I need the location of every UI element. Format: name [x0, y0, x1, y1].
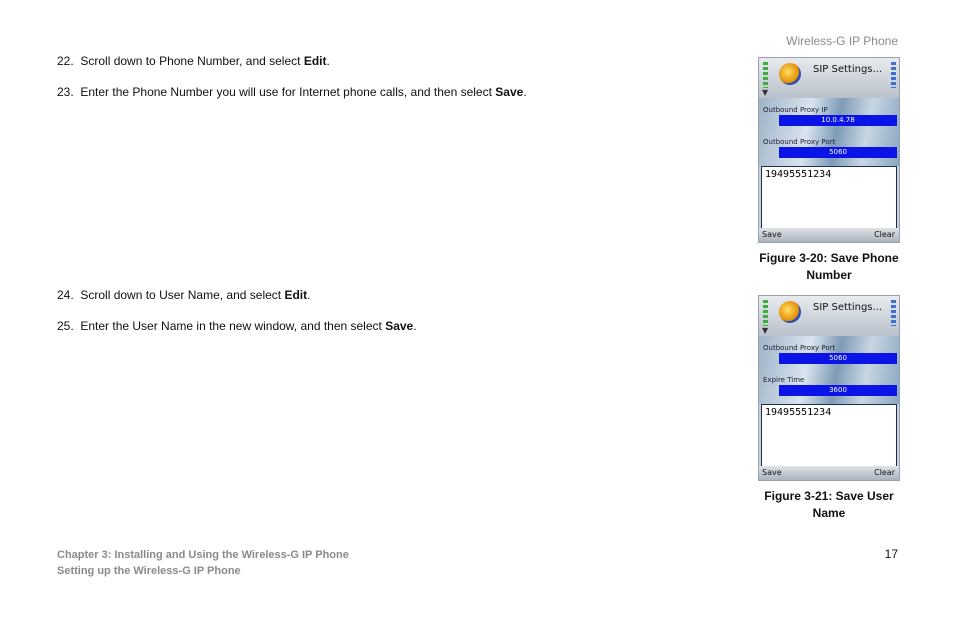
phone-screenshot-save-phone-number: [758, 57, 900, 243]
antenna-icon: ▼: [762, 326, 769, 335]
settings-fields: [759, 98, 899, 166]
step-25: [57, 319, 417, 333]
step-number: 23.: [57, 85, 74, 99]
caption-line: Name: [812, 506, 846, 520]
battery-icon: [891, 62, 896, 88]
footer-chapter: Chapter 3: Installing and Using the Wireless-G IP Phone: [57, 549, 349, 561]
step-end: .: [307, 288, 311, 302]
screen-title: SIP Settings...: [813, 302, 883, 313]
page-footer: [57, 547, 349, 579]
step-text: Scroll down to User Name, and select: [80, 288, 285, 302]
entry-text: 19495551234: [765, 169, 832, 180]
softkey-bar: [759, 466, 899, 480]
step-text: Scroll down to Phone Number, and select: [80, 54, 304, 68]
softkey-clear: Clear: [874, 230, 895, 239]
step-number: 22.: [57, 54, 74, 68]
softkey-save: Save: [762, 468, 782, 477]
screen-title: SIP Settings...: [813, 64, 883, 75]
settings-app-icon: [779, 301, 801, 323]
softkey-save: Save: [762, 230, 782, 239]
step-number: 25.: [57, 319, 74, 333]
footer-section: Setting up the Wireless-G IP Phone: [57, 565, 241, 577]
step-end: .: [413, 319, 417, 333]
field-value: 5060: [779, 147, 897, 158]
step-end: .: [523, 85, 527, 99]
step-bold: Save: [385, 319, 414, 333]
entry-text: 19495551234: [765, 407, 832, 418]
page-number: 17: [884, 547, 898, 561]
field-value: 10.0.4.78: [779, 115, 897, 126]
step-number: 24.: [57, 288, 74, 302]
phone-screenshot-save-user-name: [758, 295, 900, 481]
step-24: [57, 288, 310, 302]
figure-caption: [752, 488, 906, 522]
field-label: Outbound Proxy Port: [763, 138, 836, 146]
field-label: Expire Time: [763, 376, 805, 384]
caption-line: Figure 3-21: Save User: [764, 489, 894, 503]
signal-strength-icon: [763, 62, 768, 88]
softkey-bar: [759, 228, 899, 242]
signal-strength-icon: [763, 300, 768, 326]
phone-status-bar: [759, 296, 899, 336]
step-end: .: [326, 54, 330, 68]
step-bold: Save: [495, 85, 524, 99]
field-value: 3600: [779, 385, 897, 396]
phone-number-entry: [761, 166, 897, 230]
battery-icon: [891, 300, 896, 326]
step-bold: Edit: [284, 288, 308, 302]
running-header: Wireless-G IP Phone: [786, 34, 898, 48]
phone-status-bar: [759, 58, 899, 98]
caption-line: Figure 3-20: Save Phone: [759, 251, 899, 265]
figure-caption: [752, 250, 906, 284]
field-label: Outbound Proxy Port: [763, 344, 836, 352]
step-22: [57, 54, 330, 68]
user-name-entry: [761, 404, 897, 468]
settings-fields: [759, 336, 899, 404]
step-text: Enter the User Name in the new window, and then select: [80, 319, 386, 333]
antenna-icon: ▼: [762, 88, 769, 97]
step-bold: Edit: [303, 54, 327, 68]
step-text: Enter the Phone Number you will use for Internet phone calls, and then select: [80, 85, 496, 99]
field-value: 5060: [779, 353, 897, 364]
field-label: Outbound Proxy IP: [763, 106, 828, 114]
settings-app-icon: [779, 63, 801, 85]
softkey-clear: Clear: [874, 468, 895, 477]
step-23: [57, 85, 527, 99]
caption-line: Number: [806, 268, 852, 282]
